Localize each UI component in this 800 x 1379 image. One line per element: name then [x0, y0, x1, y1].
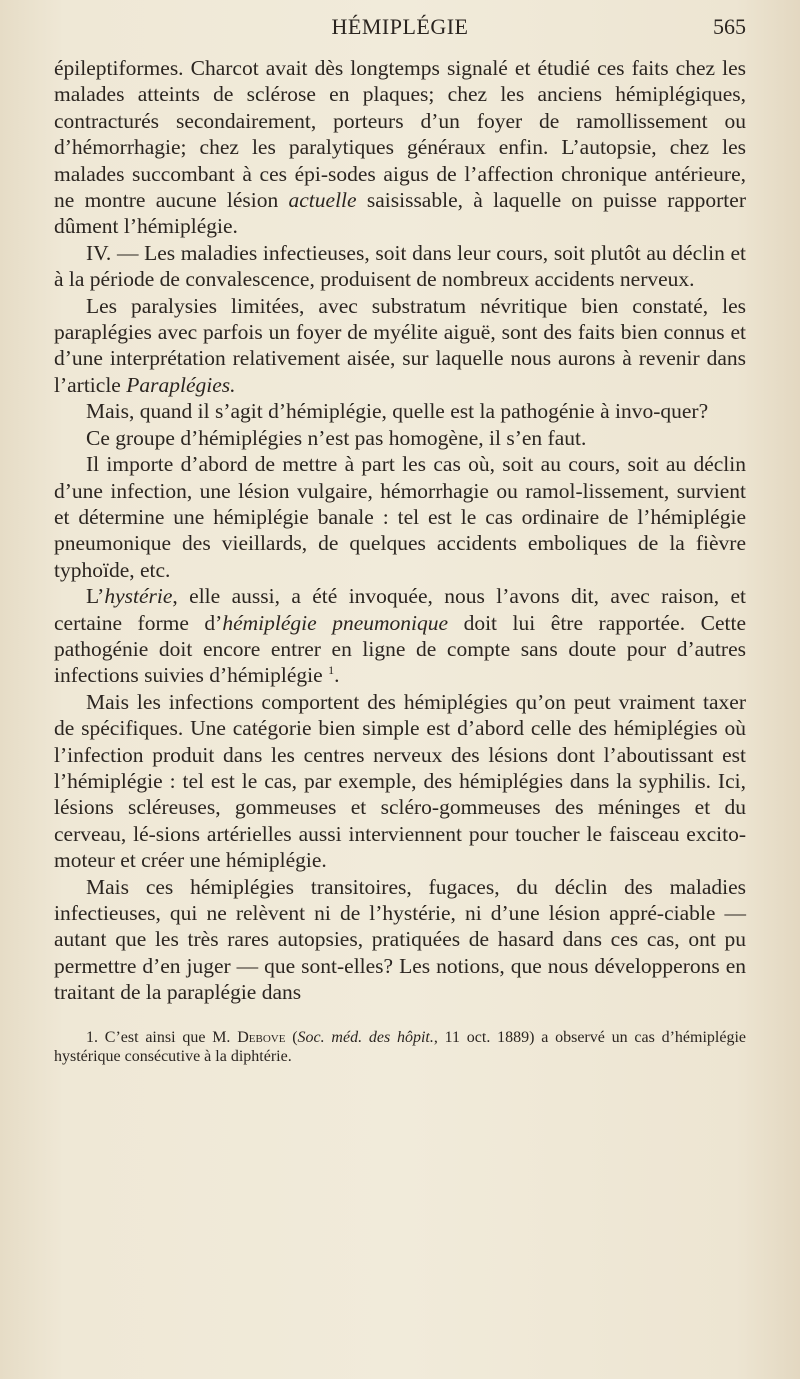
- text-run: .: [334, 663, 340, 688]
- italic-text: hémiplégie pneumonique: [222, 610, 449, 635]
- text-run: épileptiformes. Charcot avait dès longtemps signalé et étudié ces faits chez les malades atteints de sclérose en plaques; chez les anciens hémiplégiques, contracturés secondairement, porteurs d’un foyer de ramollissement ou d’hémorrhagie; chez les paralytiques généraux enfin. L’autopsie, chez les malades succombant à ces épi-sodes aigus de l’affection chronique antérieure, ne montre aucune lésion: [54, 56, 746, 213]
- italic-text: hystérie: [104, 584, 173, 609]
- body-text: [54, 55, 746, 1006]
- text-run: saisissable, à laquelle on puisse rapporter dûment l’hémiplégie.: [54, 188, 746, 239]
- italic-text: actuelle: [288, 188, 357, 213]
- text-run: Il importe d’abord de mettre à part les cas où, soit au cours, soit au déclin d’une infection, une lésion vulgaire, hémorrhagie ou ramol-lissement, survient et détermine une hémiplégie banale : tel est le cas ordinaire de l’hémiplégie pneumonique des vieillards, de quelques accidents emboliques de la fièvre typhoïde, etc.: [54, 452, 746, 582]
- paragraph-2: [54, 240, 746, 293]
- text-run: IV. — Les maladies infectieuses, soit dans leur cours, soit plutôt au déclin et à la période de convalescence, produisent de nombreux accidents nerveux.: [54, 240, 746, 292]
- text-run: Mais les infections comportent des hémiplégies qu’on peut vraiment taxer de spécifiques. Une catégorie bien simple est d’abord celle des hémiplégies où l’infection produit dans les centres nerveux des lésions dont l’aboutissant est l’hémiplégie : tel est le cas, par exemple, des hémiplégies dans la syphilis. Ici, lésions scléreuses, gommeuses et scléro-gommeuses des méninges et du cerveau, lé-sions artérielles aussi interviennent pour toucher le faisceau excito-moteur et créer une hémiplégie.: [54, 689, 746, 873]
- footnote-1: [54, 1028, 746, 1066]
- text-run: L’: [86, 584, 105, 609]
- text-run: Les paralysies limitées, avec substratum névritique bien constaté, les paraplégies avec parfois un foyer de myélite aiguë, sont des faits bien connus et d’une interprétation relativement aisée, sur laquelle nous aurons à revenir dans l’article: [54, 293, 746, 397]
- page-header: [54, 0, 746, 50]
- footnotes: [54, 1028, 746, 1066]
- author-name: Debove: [237, 1028, 286, 1046]
- text-run: , elle aussi, a été invoquée, nous l’avons dit, avec raison, et certaine forme d’: [54, 584, 746, 635]
- paragraph-6: [54, 451, 746, 583]
- running-title: HÉMIPLÉGIE: [331, 14, 469, 39]
- text-run: (: [285, 1028, 298, 1046]
- text-run: doit lui être rapportée. Cette pathogénie doit encore entrer en ligne de compte sans doute pour d’autres infections suivies d’hémiplégie: [54, 610, 746, 688]
- text-run: Mais, quand il s’agit d’hémiplégie, quelle est la pathogénie à invo-quer?: [86, 399, 709, 424]
- page-number: 565: [713, 14, 746, 39]
- paragraph-5: [54, 425, 746, 451]
- text-run: Ce groupe d’hémiplégies n’est pas homogène, il s’en faut.: [86, 425, 587, 450]
- footnote-ref: 1: [328, 663, 335, 678]
- paragraph-3: [54, 293, 746, 399]
- book-page: [54, 0, 746, 1066]
- paragraph-4: [54, 398, 746, 424]
- paragraph-9: [54, 874, 746, 1006]
- italic-text: Soc. méd. des hôpit.: [297, 1028, 434, 1046]
- paragraph-7: [54, 583, 746, 689]
- paragraph-1: [54, 55, 746, 240]
- text-run: , 11 oct. 1889) a observé un cas d’hémiplégie hystérique consécutive à la diphtérie.: [54, 1028, 747, 1065]
- paragraph-8: [54, 689, 746, 874]
- italic-text: Paraplégies.: [126, 372, 236, 397]
- text-run: Mais ces hémiplégies transitoires, fugaces, du déclin des maladies infectieuses, qui ne relèvent ni de l’hystérie, ni d’une lésion appré-ciable — autant que les très rares autopsies, pratiquées de hasard dans ces cas, ont pu permettre d’en juger — que sont-elles? Les notions, que nous développerons en traitant de la paraplégie dans: [54, 874, 746, 1005]
- text-run: 1. C’est ainsi que M.: [86, 1028, 238, 1046]
